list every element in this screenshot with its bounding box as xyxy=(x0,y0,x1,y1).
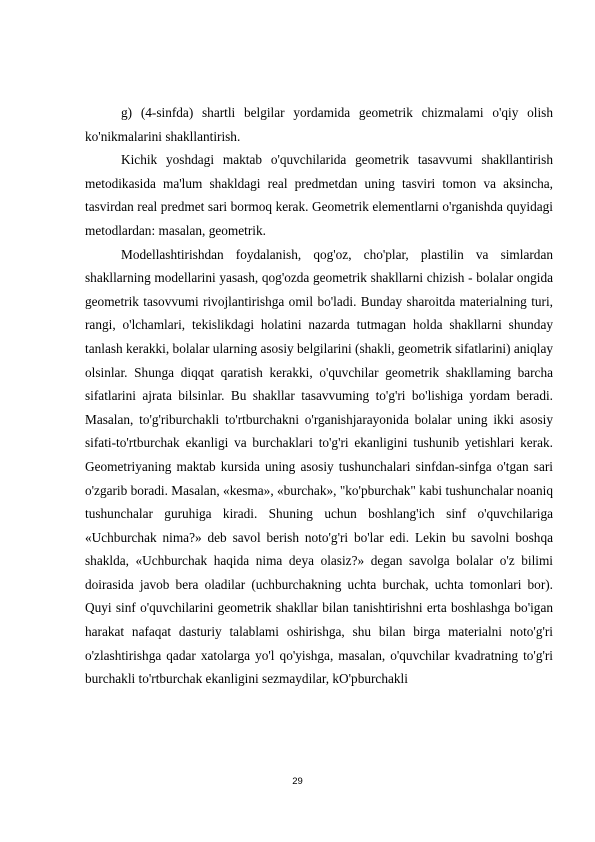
paragraph-modelling: Modellashtirishdan foydalanish, qog'oz, cho'plar, plastilin va simlardan shakllarning modellarini yasash, qog'ozda geometrik shakllarni chizish - bolalar ongida geometrik tasovvumi rivojlantirishga omil bo'ladi. Bunday sharoitda materialning turi, rangi, o'lchamlari, tekislikdagi holatini nazarda tutmagan holda shakllarni shunday tanlash kerakki, bolalar ularning asosiy belgilarini (shakli, geometrik sifatlarini) aniqlay olsinlar. Shunga diqqat qaratish kerakki, o'quvchilar geometrik shakllaming barcha sifatlarini ajrata bilsinlar. Bu shakllar tasavvuming to'g'ri bo'lishiga yordam beradi. Masalan, to'g'riburchakli to'rtburchakni o'rganishjarayonida bolalar uning ikki asosiy sifati-to'rtburchak ekanligi va burchaklari to'g'ri ekanligini tushunib yetishlari kerak. Geometriyaning maktab kursida uning asosiy tushunchalari sinfdan-sinfga o'tgan sari o'zgarib boradi. Masalan, «kesma», «burchak», "ko'pburchak" kabi tushunchalar noaniq tushunchalar guruhiga kiradi. Shuning uchun boshlang'ich sinf o'quvchilariga «Uchburchak nima?» deb savol berish noto'g'ri bo'lar edi. Lekin bu savolni boshqa shaklda, «Uchburchak haqida nima deya olasiz?» degan savolga bolalar o'z bilimi doirasida javob bera oladilar (uchburchakning uchta burchak, uchta tomonlari bor). Quyi sinf o'quvchilarini geometrik shakllar bilan tanishtirishni erta boshlashga bo'igan harakat nafaqat dasturiy talablami oshirishga, shu bilan birga materialni noto'g'ri o'zlashtirishga qadar xatolarga yo'l qo'yishga, masalan, o'quvchilar kvadratning to'g'ri burchakli to'rtburchak ekanligini sezmaydilar, kO'pburchakli xyxy=(85,246,553,687)
paragraph-skill-formation: g) (4-sinfda) shartli belgilar yordamida geometrik chizmalami o'qiy olish ko'nikmalarini shakllantirish. xyxy=(85,105,553,144)
paragraph-methodology: Kichik yoshdagi maktab o'quvchilarida geometrik tasavvumi shakllantirish metodikasida ma'lum shakldagi real predmetdan uning tasviri tomon va aksincha, tasvirdan real predmet sari bormoq kerak. Geometrik elementlarni o'rganishda quyidagi metodlardan: masalan, geometrik. xyxy=(85,152,553,238)
page-number: 29 xyxy=(292,776,303,787)
document-page xyxy=(85,101,553,691)
